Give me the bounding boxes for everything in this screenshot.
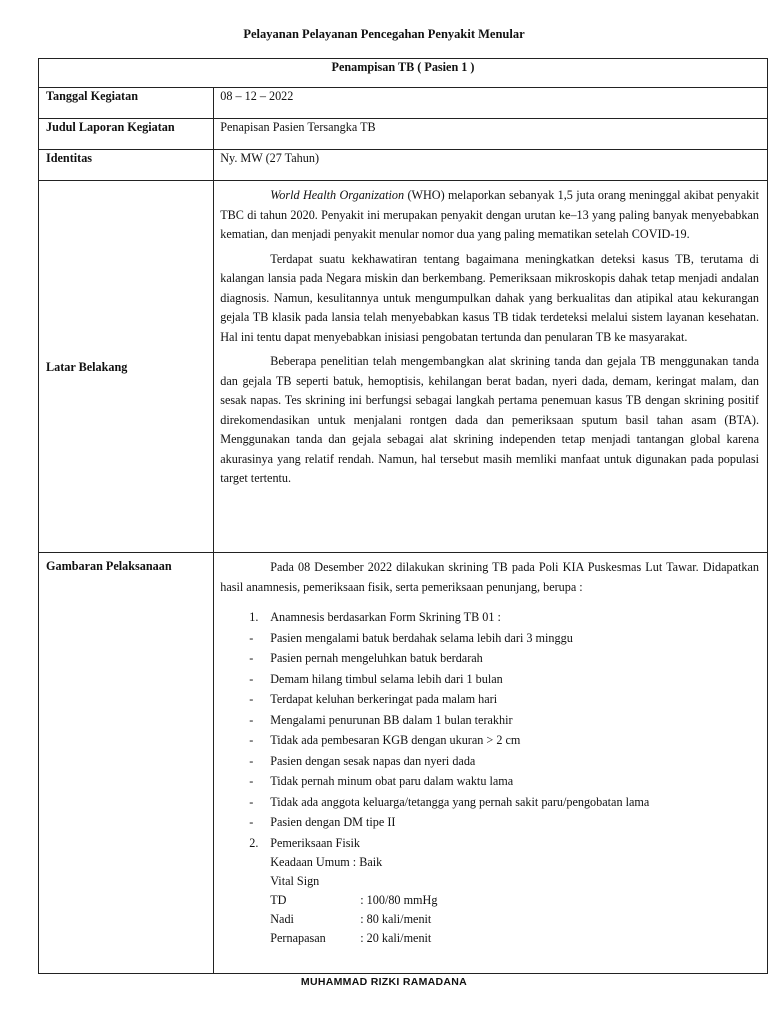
row-label-latar: Latar Belakang — [39, 181, 214, 553]
list-item: - Pasien dengan DM tipe II — [249, 815, 396, 829]
list-item: - Pasien dengan sesak napas dan nyeri dada — [249, 753, 476, 768]
vital-row-td: TD : 100/80 mmHg — [270, 893, 438, 907]
table-row — [39, 119, 768, 150]
row-value-judul: Penapisan Pasien Tersangka TB — [214, 119, 768, 150]
vital-row-nadi: Nadi : 80 kali/menit — [270, 912, 432, 926]
table-title: Penampisan TB ( Pasien 1 ) — [39, 59, 768, 88]
anamnesis-list — [220, 607, 759, 853]
background-paragraph-1: World Health Organization (WHO) melaporkan sebanyak 1,5 juta orang meninggal akibat penyakit TBC di tahun 2020. Penyakit ini merupakan penyakit dengan urutan ke–13 yang paling banyak menyebabkan kematian, dan menjadi penyakit menular nomor dua yang paling mematikan setelah COVID-19. — [220, 188, 759, 241]
row-label-judul: Judul Laporan Kegiatan — [39, 119, 214, 150]
row-value-latar — [214, 181, 768, 553]
table-header-row — [39, 59, 768, 88]
table-row — [39, 181, 768, 553]
table-row — [39, 88, 768, 119]
background-paragraph-2: Terdapat suatu kekhawatiran tentang bagaimana meningkatkan deteksi kasus TB, terutama di kalangan lansia pada Negara miskin dan berkembang. Pemeriksaan mikroskopis dahak tetap menjadi andalan diagnosis. Namun, kesulitannya untuk mengumpulkan dahak yang berkualitas dan atipikal atau kekurangan gejala TB klasik pada lansia telah menyebabkan kasus TB tidak terdeteksi melalui sistem layanan kesehatan. Hal ini tentu dapat menyebabkan inisiasi pengobatan tertunda dan penularan TB ke masyarakat. — [220, 251, 759, 344]
list-item: 1. Anamnesis berdasarkan Form Skrining TB 01 : — [249, 610, 501, 624]
list-item: 2. Pemeriksaan Fisik — [249, 835, 360, 850]
table-row — [39, 553, 768, 974]
row-value-tanggal: 08 – 12 – 2022 — [214, 88, 768, 119]
list-item: - Mengalami penurunan BB dalam 1 bulan terakhir — [249, 712, 513, 727]
row-label-tanggal: Tanggal Kegiatan — [39, 88, 214, 119]
who-name: World Health Organization — [270, 188, 405, 202]
vital-row-pernapasan: Pernapasan : 20 kali/menit — [270, 931, 432, 945]
report-table — [38, 58, 768, 974]
list-item: - Tidak ada pembesaran KGB dengan ukuran > 2 cm — [249, 733, 521, 747]
general-condition: Keadaan Umum : Baik — [270, 855, 383, 869]
list-item: - Tidak pernah minum obat paru dalam waktu lama — [249, 774, 514, 788]
list-item: - Tidak ada anggota keluarga/tetangga yang pernah sakit paru/pengobatan lama — [249, 794, 650, 809]
page-title: Pelayanan Pelayanan Pencegahan Penyakit Menular — [243, 27, 525, 41]
footer-author: MUHAMMAD RIZKI RAMADANA — [300, 976, 468, 988]
background-paragraph-3: Beberapa penelitian telah mengembangkan alat skrining tanda dan gejala TB menggunakan tanda dan gejala TB seperti batuk, hemoptisis, kehilangan berat badan, nyeri dada, demam, keringat malam, dan sesak napas. Tes skrining ini berfungsi sebagai langkah pertama penemuan kasus TB dengan skrining positif direkomendasikan untuk menjalani rontgen dada dan pemeriksaan sputum basil tahan asam (BTA). Menggunakan tanda dan gejala sebagai alat skrining independen tetap menjadi tantangan global karena akurasinya yang relatif rendah. Namun, hal tersebut masih memliki manfaat untuk digunakan pada populasi target tertentu. — [220, 354, 759, 485]
row-value-gambaran — [214, 553, 768, 974]
implementation-intro: Pada 08 Desember 2022 dilakukan skrining TB pada Poli KIA Puskesmas Lut Tawar. Didapatkan hasil anamnesis, pemeriksaan fisik, serta pemeriksaan penunjang, berupa : — [220, 560, 759, 594]
table-row — [39, 150, 768, 181]
list-item: - Pasien mengalami batuk berdahak selama lebih dari 3 minggu — [249, 630, 573, 645]
list-item: - Terdapat keluhan berkeringat pada malam hari — [249, 692, 498, 706]
row-label-identitas: Identitas — [39, 150, 214, 181]
row-value-identitas: Ny. MW (27 Tahun) — [214, 150, 768, 181]
row-label-gambaran: Gambaran Pelaksanaan — [39, 553, 214, 974]
list-item: - Demam hilang timbul selama lebih dari 1 bulan — [249, 671, 503, 686]
vital-sign-title: Vital Sign — [270, 874, 320, 888]
list-item: - Pasien pernah mengeluhkan batuk berdarah — [249, 651, 483, 665]
